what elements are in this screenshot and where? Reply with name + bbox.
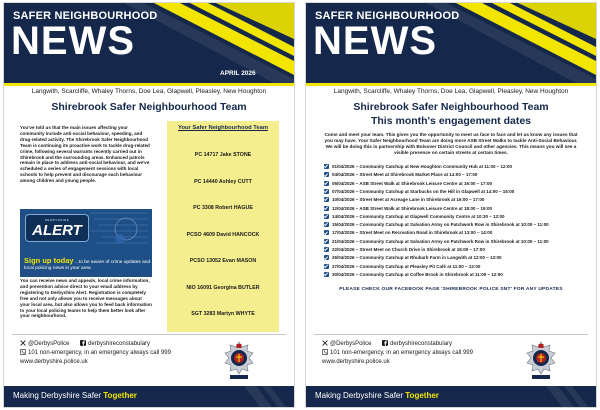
- engagement-event-text: 04/04/2026 – Street Meet at Shirebrook Market Place at 14:00 – 17:00: [332, 172, 478, 178]
- newsletter-page-left: [4, 3, 294, 407]
- engagement-event-text: 05/04/2026 – ASB Street Walk at Shirebrook Leisure Centre at 16:00 – 17:00: [332, 180, 492, 186]
- engagement-event: [324, 229, 584, 237]
- phone-icon: [322, 349, 328, 355]
- phone-text: 101 non-emergency, in an emergency always call 999: [28, 350, 171, 356]
- checkbox-icon: [324, 264, 329, 269]
- engagement-event: [324, 254, 584, 262]
- engagement-event-text: 10/04/2026 – Street Meet at Acreage Lane in Shirebrook at 16:00 – 17:00: [332, 197, 485, 203]
- phone-text: 101 non-emergency, in an emergency always call 999: [330, 350, 473, 356]
- twitter-handle-row[interactable]: [20, 340, 69, 348]
- roster-officer: PCSO 13052 Evan MASON: [189, 258, 257, 264]
- derbyshire-alert-banner[interactable]: [20, 209, 152, 277]
- website-row[interactable]: [322, 358, 390, 366]
- team-roster-box: [167, 121, 279, 332]
- engagement-event: [324, 188, 584, 196]
- engagement-event: [324, 205, 584, 213]
- roster-officer: NIO 16091 Georgina BUTLER: [186, 284, 260, 291]
- masthead-rule: [4, 83, 294, 86]
- checkbox-icon: [324, 247, 329, 252]
- engagement-event-text: 26/04/2026 – Community Catchup at Rhubarb Farm in Langwith at 12:00 – 13:00: [332, 255, 502, 261]
- facebook-handle: derbyshireconstabulary: [390, 341, 453, 347]
- engagement-event: [324, 263, 584, 271]
- engagement-event: [324, 221, 584, 229]
- engagement-event: [324, 238, 584, 246]
- police-crest-icon: [524, 341, 558, 381]
- team-title: Shirebrook Safer Neighbourhood Team: [51, 101, 247, 113]
- checkbox-icon: [324, 272, 329, 277]
- engagement-event-text: 01/04/2026 – Community Catchup at New Houghton Community Hub at 11:00 – 12:00: [332, 164, 513, 169]
- alert-logo-word: ALERT: [32, 222, 82, 239]
- engagement-event-text: 14/04/2026 – Community Catchup at Glapwell Community Centre at 10:30 – 12:00: [332, 213, 505, 219]
- engagement-event-text: 21/04/2026 – Community Catchup at Salvation Army on Patchwork Row in Shirebrook at 10:00 – 11:00: [332, 238, 549, 244]
- engagement-event: [324, 213, 584, 221]
- footer-tagline-bar: [306, 386, 596, 407]
- tagline-start: Making Derbyshire Safer: [315, 391, 406, 400]
- facebook-handle: derbyshireconstabulary: [88, 341, 151, 347]
- tagline-emphasis: Together: [405, 391, 439, 400]
- engagement-event: [324, 271, 584, 279]
- facebook-updates-note: PLEASE CHECK OUR FACEBOOK PAGE 'SHIREBROOK POLICE SNT' FOR ANY UPDATES: [339, 287, 563, 292]
- coverage-areas: Langwith, Scarcliffe, Whaley Thorns, Doe Lea, Glapwell, Pleasley, New Houghton: [31, 88, 267, 95]
- roster-officer: PC 3308 Robert HAGUE: [193, 205, 253, 211]
- engagement-event-text: 15/04/2026 – Community Catchup at Salvation Army on Patchwork Row in Shirebrook at 10:00 – 11:00: [332, 222, 549, 228]
- checkbox-icon: [324, 189, 329, 194]
- checkbox-icon: [324, 230, 329, 235]
- alert-signup-text: [24, 258, 152, 272]
- engagement-event: [324, 246, 584, 254]
- twitter-handle: @DerbysPolice: [330, 341, 372, 347]
- alert-signup-link[interactable]: Sign up today: [24, 256, 74, 265]
- roster-officer: PC 14440 Ashley CUTT: [194, 178, 252, 185]
- checkbox-icon: [324, 222, 329, 227]
- tagline-emphasis: Together: [103, 391, 137, 400]
- roster-officer: PCSO 4609 David HANCOCK: [186, 231, 260, 238]
- engagement-event: [324, 171, 584, 179]
- engagement-event-text: 30/04/2026 – Community Catchup at Coffee Brook in Shirebrook at 11:00 – 12:00: [332, 271, 503, 277]
- roster-officer: SGT 3283 Martyn WHYTE: [191, 311, 255, 317]
- engagement-subtitle: This month's engagement dates: [370, 115, 532, 127]
- alert-signup-rest: ...to be aware of crime updates and local policing news in your area: [24, 260, 151, 271]
- engagement-event: [324, 180, 584, 188]
- engagement-event-text: 12/04/2026 – ASB Street Walk at Shirebrook Leisure Centre at 18:00 – 19:00: [332, 205, 492, 211]
- engagement-event-text: 07/04/2026 – Community Catchup at Starbucks on the Hill in Glapwell at 14:00 – 15:00: [332, 188, 515, 194]
- website-row[interactable]: [20, 358, 88, 366]
- masthead-banner: [4, 3, 294, 83]
- twitter-handle-row[interactable]: [322, 340, 371, 348]
- x-twitter-icon: [322, 340, 328, 346]
- alert-logo-sub: DERBYSHIRE: [44, 218, 70, 222]
- website-link[interactable]: www.derbyshire.police.uk: [20, 359, 88, 365]
- roster-heading: Your Safer Neighbourhood Team: [178, 125, 268, 131]
- masthead-title: NEWS: [11, 19, 135, 63]
- phone-row: [322, 349, 473, 357]
- engagement-event-text: 17/04/2026 – Street Meet on Recreation Road in Shirebrook at 13:00 – 14:00: [332, 230, 493, 236]
- x-twitter-icon: [20, 340, 26, 346]
- police-crest-icon: [222, 341, 256, 381]
- team-title: Shirebrook Safer Neighbourhood Team: [353, 101, 549, 113]
- checkbox-icon: [324, 172, 329, 177]
- masthead-month: APRIL 2026: [220, 70, 256, 77]
- checkbox-icon: [324, 197, 329, 202]
- footer-tagline: [13, 391, 137, 400]
- facebook-handle-row[interactable]: [382, 340, 452, 348]
- engagement-intro: Come and meet your team. This gives you the opportunity to meet us face to face and let us know any issues that you may have. Your Safer Neighbourhood Team are doing more ASB Street Walks to tackle Anti-Social Behaviour. We will be doing this in partnership with Bolsover District Council and other agencies. This means you will see a visible presence on certain streets at certain times.: [324, 132, 578, 155]
- website-link[interactable]: www.derbyshire.police.uk: [322, 359, 390, 365]
- masthead-kicker: SAFER NEIGHBOURHOOD: [13, 10, 158, 22]
- masthead-title: NEWS: [313, 19, 437, 63]
- engagement-event: [324, 196, 584, 204]
- roster-officer: PC 14717 Jake STONE: [194, 152, 252, 158]
- engagement-event-text: 22/04/2026 – Street Meet on Church Drive in Shirebrook at 16:00 – 17:00: [332, 247, 485, 252]
- tagline-start: Making Derbyshire Safer: [13, 391, 104, 400]
- checkbox-icon: [324, 255, 329, 260]
- engagement-event: [324, 163, 584, 171]
- checkbox-icon: [324, 214, 329, 219]
- phone-icon: [20, 349, 26, 355]
- twitter-handle: @DerbysPolice: [28, 341, 70, 347]
- facebook-handle-row[interactable]: [80, 340, 150, 348]
- checkbox-icon: [324, 164, 329, 169]
- footer-tagline-bar: [4, 386, 294, 407]
- facebook-icon: [382, 340, 388, 346]
- alert-paragraph: You can receive news and appeals, local crime information, and prevention advice direct to your email address by registering to Derbyshire Alert. Registration is completely free and not only allows you to receive messages about your local area, but also allows you to feed back information to your local policing teams to help them better look after your neighbourhood.: [20, 278, 152, 319]
- checkbox-icon: [324, 181, 329, 186]
- footer-divider: [314, 334, 588, 335]
- intro-paragraph: You've told us that the main issues affecting your community include anti-social behaviour, speeding, and drug-related activity. The Shirebrook Safer Neighbourhood Team is continuing its proactive work to tackle drug-related crime, following several warrants recently carried out in Shirebrook and the surrounding areas. Enhanced patrols remain in place to address anti-social behaviour, and we've scheduled a series of engagement sessions with local schools to help prevent and discourage such behaviour among children and young people.: [20, 125, 150, 184]
- masthead-banner: [306, 3, 596, 83]
- masthead-rule: [306, 83, 596, 86]
- masthead-kicker: SAFER NEIGHBOURHOOD: [315, 10, 460, 22]
- checkbox-icon: [324, 239, 329, 244]
- derbyshire-alert-logo: [26, 215, 88, 241]
- facebook-icon: [80, 340, 86, 346]
- coverage-areas: Langwith, Scarcliffe, Whaley Thorns, Doe Lea, Glapwell, Pleasley, New Houghton: [333, 88, 569, 95]
- footer-divider: [12, 334, 286, 335]
- phone-row: [20, 349, 171, 357]
- engagement-event-text: 27/04/2026 – Community Catchup at Pleasley Pit Café at 11:00 – 12:00: [332, 263, 481, 269]
- footer-tagline: [315, 391, 439, 400]
- newsletter-page-right: [306, 3, 596, 407]
- checkbox-icon: [324, 206, 329, 211]
